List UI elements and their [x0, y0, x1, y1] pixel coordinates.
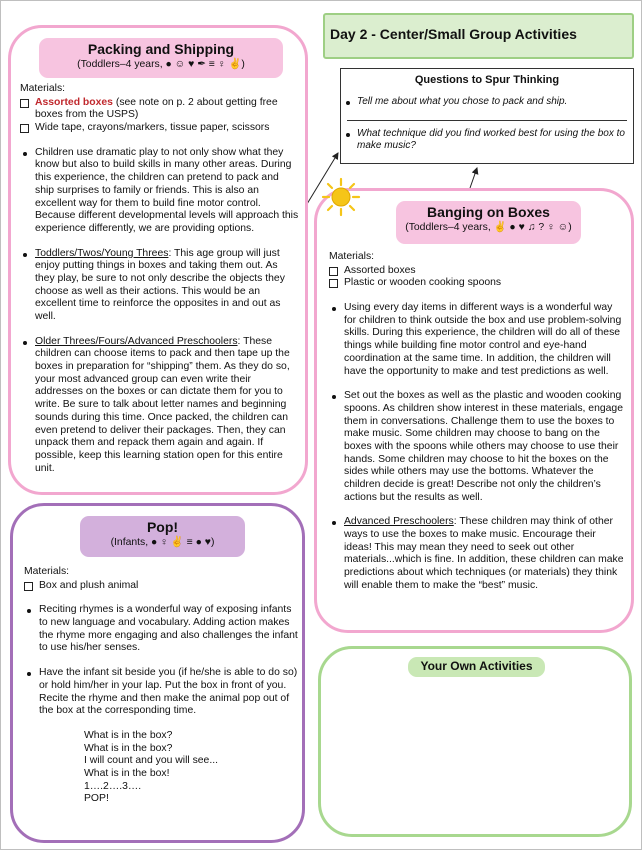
own-title-box	[408, 657, 545, 677]
questions-title: Questions to Spur Thinking	[414, 74, 560, 86]
material-item	[20, 97, 300, 122]
material-text: (see note on p. 2 about getting free boxes from the USPS)	[35, 96, 278, 121]
material-item	[329, 277, 624, 290]
rhyme-line: 1….2….3….	[84, 780, 142, 792]
rhyme-line: What is in the box?	[84, 742, 173, 754]
material-text: Wide tape, crayons/markers, tissue paper, scissors	[35, 122, 270, 134]
bullet-item	[329, 516, 624, 592]
bullet-text: Using every day items in different ways is a wonderful way for children to think outside the box and use problem-solving skills. During this experience, the children will do all of these things while building fine motor control and eye-hand coordination at the same time. In addition, the children will have the opportunity to make and test predictions as well.	[344, 302, 622, 377]
bullet-item	[20, 248, 300, 324]
bullet-text: Reciting rhymes is a wonderful way of exposing infants to new language and vocabulary. Adding action makes the rhyme more engaging and also challenges the infant to use his/her senses.	[39, 604, 298, 654]
material-item	[20, 122, 300, 135]
checkbox-icon	[20, 124, 29, 133]
bullet-lead: Advanced Preschoolers	[344, 516, 454, 528]
bullet-text: : These children may think of other ways to use the boxes to make music. Encourage their ideas! This may mean they need to seek out other materials...which is fine. In addition, these children can make predictions about which techniques (or materials) they think will enable them to make the “best” music.	[344, 516, 624, 591]
rhyme-block	[84, 730, 300, 806]
banging-title-box	[396, 201, 581, 244]
rhyme-line: I will count and you will see...	[84, 755, 218, 767]
pop-panel	[10, 503, 305, 843]
rhyme-line: What is in the box?	[84, 729, 173, 741]
checkbox-icon	[24, 582, 33, 591]
rhyme-line: What is in the box!	[84, 767, 170, 779]
rhyme-line: POP!	[84, 793, 109, 805]
packing-title-box	[39, 38, 283, 78]
bullet-lead: Older Threes/Fours/Advanced Preschoolers	[35, 335, 238, 347]
age-icons-line: (Infants, ● ♀ ✌ ≡ ● ♥)	[110, 537, 215, 549]
banging-content	[329, 251, 624, 593]
own-activities-panel	[318, 646, 632, 837]
section-title: Pop!	[146, 519, 179, 535]
checkbox-icon	[20, 99, 29, 108]
bullet-item	[329, 390, 624, 504]
page-title: Day 2 - Center/Small Group Activities	[330, 26, 577, 42]
section-title: Banging on Boxes	[427, 204, 550, 220]
bullet-item	[20, 147, 300, 236]
material-item	[329, 265, 624, 278]
section-title: Packing and Shipping	[87, 41, 235, 57]
bullet-text: Have the infant sit beside you (if he/she is able to do so) or hold him/her in your lap. Put the box in front of you. Recite the rhyme and then make the animal pop out of the box at the corresponding time.	[39, 667, 298, 717]
age-icons-line: (Toddlers–4 years, ✌ ● ♥ ♫ ? ♀ ☺)	[405, 222, 572, 234]
bullet-text: : This age group will just enjoy putting things in boxes and taking them out. As they play, be sure to not only describe the objects they choose as well as their actions. This would be an excellent time to reinforce the opposites in and out as well.	[35, 247, 285, 322]
pop-content	[24, 566, 300, 806]
bullet-text: Set out the boxes as well as the plastic and wooden cooking spoons. As children show interest in these materials, engage them in conversations. Challenge them to use the boxes to make music. Some children may choose to bang on the boxes with the spoons while others may choose to use their hands. Some children may choose to hit the boxes on the sides while others may use the bottoms. Whatever the children decide is great! Describe not only the children’s actions but the results as well.	[344, 390, 623, 503]
bullet-item	[329, 302, 624, 378]
questions-box	[340, 68, 634, 164]
materials-label: Materials:	[20, 83, 66, 94]
bullet-item	[20, 336, 300, 476]
question-item: Tell me about what you chose to pack and ship.	[341, 96, 633, 108]
bullet-lead: Toddlers/Twos/Young Threes	[35, 247, 169, 259]
bullet-item	[24, 667, 300, 718]
sun-icon	[321, 177, 361, 217]
arrow-icon	[470, 168, 477, 188]
question-item: What technique did you find worked best for using the box to make music?	[341, 128, 633, 152]
checkbox-icon	[329, 279, 338, 288]
material-text: Assorted boxes	[344, 264, 416, 276]
banging-panel	[314, 188, 634, 633]
material-highlight: Assorted boxes	[35, 96, 113, 108]
pop-title-box	[80, 516, 245, 557]
section-title: Your Own Activities	[420, 659, 533, 673]
checkbox-icon	[329, 267, 338, 276]
bullet-text: Children use dramatic play to not only show what they know but also to build skills in many other areas. During this experience, the children can pretend to pack and ship surprises to family or friends. This is also an excellent way for them to build fine motor control. Because different developmental levels will approach this experience differently, we are providing options.	[35, 146, 299, 234]
materials-label: Materials:	[24, 566, 70, 577]
divider	[347, 120, 627, 121]
day-header	[323, 13, 634, 59]
packing-content	[20, 83, 300, 475]
age-icons-line: (Toddlers–4 years, ● ☺ ♥ ✒ ≡ ♀ ✌)	[77, 59, 245, 71]
material-item	[24, 580, 300, 593]
material-text: Box and plush animal	[39, 579, 139, 591]
material-text: Plastic or wooden cooking spoons	[344, 277, 502, 289]
bullet-text: : These children can choose items to pack and then tape up the boxes in preparation for “shipping” them. As they do so, your most advanced group can even write their addresses on the boxes or can dictate them for you to write. Be sure to talk about letter names and beginning sounds during this time. Once packed, the children can even pretend to deliver their packages. Then, they can unpack them and repack them again and again. If possible, keep this learning station open for this entire unit.	[35, 335, 290, 474]
bullet-item	[24, 604, 300, 655]
packing-panel	[8, 25, 308, 495]
materials-label: Materials:	[329, 251, 375, 262]
